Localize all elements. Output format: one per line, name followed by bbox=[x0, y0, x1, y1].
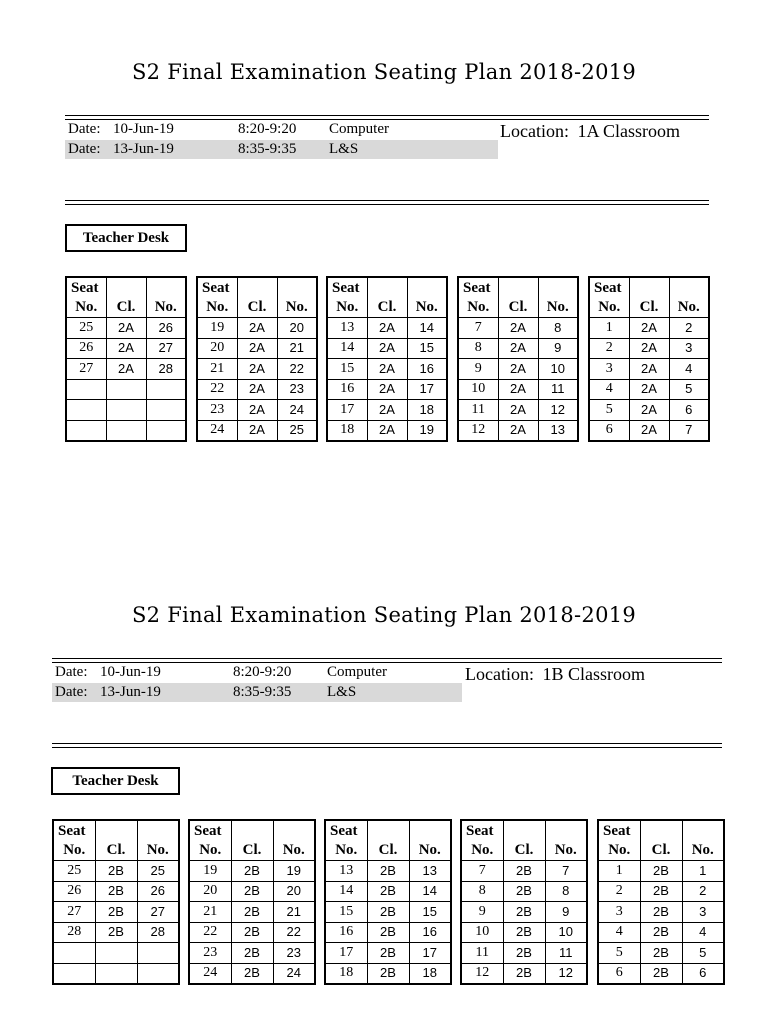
class-code: 2A bbox=[629, 400, 669, 421]
class-code: 2A bbox=[629, 318, 669, 339]
class-code: 2B bbox=[367, 902, 409, 923]
header-seat-no: No. bbox=[589, 298, 629, 318]
header-seat: Seat bbox=[327, 277, 367, 298]
seat-number: 12 bbox=[458, 420, 498, 441]
seat-number: 4 bbox=[589, 379, 629, 400]
seat-number: 21 bbox=[189, 902, 231, 923]
header-seat-no: No. bbox=[189, 841, 231, 861]
class-code: 2B bbox=[231, 963, 273, 984]
student-number: 13 bbox=[409, 861, 451, 882]
location-label: Location: bbox=[500, 121, 569, 141]
student-number: 15 bbox=[409, 902, 451, 923]
exam-subject: Computer bbox=[329, 121, 389, 137]
exam-time: 8:35-9:35 bbox=[238, 141, 297, 157]
header-seat: Seat bbox=[598, 820, 640, 841]
class-code: 2A bbox=[237, 400, 277, 421]
seat-number: 13 bbox=[325, 861, 367, 882]
student-number: 12 bbox=[545, 963, 587, 984]
location-value: 1A Classroom bbox=[577, 121, 680, 141]
class-code: 2B bbox=[95, 861, 137, 882]
header-seat-no: No. bbox=[66, 298, 106, 318]
student-number: 27 bbox=[146, 338, 186, 359]
seat-number: 3 bbox=[598, 902, 640, 923]
seat-number: 22 bbox=[197, 379, 237, 400]
class-code: 2A bbox=[106, 359, 146, 380]
plan-title: S2 Final Examination Seating Plan 2018-2019 bbox=[131, 603, 637, 627]
teacher-desk: Teacher Desk bbox=[65, 224, 187, 252]
student-number: 18 bbox=[409, 963, 451, 984]
class-code: 2B bbox=[231, 902, 273, 923]
class-code: 2B bbox=[503, 881, 545, 902]
header-seat-no: No. bbox=[325, 841, 367, 861]
seat-number: 6 bbox=[589, 420, 629, 441]
seat-number: 15 bbox=[325, 902, 367, 923]
location-value: 1B Classroom bbox=[542, 664, 645, 684]
header-number: No. bbox=[277, 298, 317, 318]
student-number: 5 bbox=[682, 943, 724, 964]
bottom-divider bbox=[52, 743, 722, 748]
seat-number: 26 bbox=[53, 881, 95, 902]
table-row bbox=[189, 963, 315, 984]
student-number: 16 bbox=[409, 922, 451, 943]
header-number: No. bbox=[409, 841, 451, 861]
exam-date: 13-Jun-19 bbox=[100, 684, 161, 700]
student-number: 24 bbox=[273, 963, 315, 984]
exam-date: 10-Jun-19 bbox=[113, 121, 174, 137]
seat-number: 13 bbox=[327, 318, 367, 339]
exam-time: 8:20-9:20 bbox=[238, 121, 297, 137]
seat-number: 8 bbox=[461, 881, 503, 902]
header-seat: Seat bbox=[197, 277, 237, 298]
class-code: 2B bbox=[640, 922, 682, 943]
class-code bbox=[95, 963, 137, 984]
table-row bbox=[461, 861, 587, 882]
header-class: Cl. bbox=[95, 841, 137, 861]
class-code: 2A bbox=[367, 338, 407, 359]
header-seat: Seat bbox=[189, 820, 231, 841]
seat-number: 7 bbox=[458, 318, 498, 339]
class-code: 2A bbox=[498, 400, 538, 421]
class-code: 2A bbox=[367, 400, 407, 421]
table-row bbox=[189, 922, 315, 943]
seat-number: 20 bbox=[197, 338, 237, 359]
student-number: 8 bbox=[538, 318, 578, 339]
location-label: Location: bbox=[465, 664, 534, 684]
class-code: 2B bbox=[503, 963, 545, 984]
seat-number: 1 bbox=[589, 318, 629, 339]
header-class: Cl. bbox=[237, 298, 277, 318]
seat-number: 7 bbox=[461, 861, 503, 882]
seat-number: 16 bbox=[325, 922, 367, 943]
seat-number bbox=[53, 943, 95, 964]
seat-number: 23 bbox=[197, 400, 237, 421]
header-number: No. bbox=[538, 298, 578, 318]
student-number: 23 bbox=[273, 943, 315, 964]
table-row bbox=[325, 922, 451, 943]
student-number: 18 bbox=[407, 400, 447, 421]
student-number: 9 bbox=[538, 338, 578, 359]
table-row bbox=[325, 881, 451, 902]
seat-number: 12 bbox=[461, 963, 503, 984]
class-code: 2A bbox=[498, 359, 538, 380]
student-number: 6 bbox=[682, 963, 724, 984]
header-seat: Seat bbox=[461, 820, 503, 841]
header-class: Cl. bbox=[640, 841, 682, 861]
seat-number: 22 bbox=[189, 922, 231, 943]
schedule-row-2 bbox=[52, 683, 462, 702]
student-number: 28 bbox=[137, 922, 179, 943]
header-number: No. bbox=[669, 298, 709, 318]
student-number: 3 bbox=[669, 338, 709, 359]
header-number: No. bbox=[682, 841, 724, 861]
table-row bbox=[461, 943, 587, 964]
header-number: No. bbox=[545, 841, 587, 861]
class-code: 2B bbox=[231, 943, 273, 964]
date-label: Date: bbox=[68, 121, 101, 137]
student-number: 16 bbox=[407, 359, 447, 380]
student-number: 14 bbox=[407, 318, 447, 339]
table-row bbox=[189, 902, 315, 923]
class-code: 2A bbox=[629, 420, 669, 441]
student-number: 6 bbox=[669, 400, 709, 421]
seat-number: 19 bbox=[189, 861, 231, 882]
seat-number: 14 bbox=[325, 881, 367, 902]
table-row bbox=[189, 861, 315, 882]
student-number: 24 bbox=[277, 400, 317, 421]
seat-number: 26 bbox=[66, 338, 106, 359]
class-code: 2A bbox=[237, 359, 277, 380]
table-row bbox=[53, 922, 179, 943]
seat-number: 28 bbox=[53, 922, 95, 943]
seat-number bbox=[53, 963, 95, 984]
student-number: 12 bbox=[538, 400, 578, 421]
table-row bbox=[53, 902, 179, 923]
table-row bbox=[53, 881, 179, 902]
table-row bbox=[461, 963, 587, 984]
student-number: 14 bbox=[409, 881, 451, 902]
table-row bbox=[325, 943, 451, 964]
header-seat-no: No. bbox=[327, 298, 367, 318]
seat-number: 24 bbox=[189, 963, 231, 984]
seat-number: 2 bbox=[589, 338, 629, 359]
student-number: 17 bbox=[407, 379, 447, 400]
class-code: 2A bbox=[629, 338, 669, 359]
exam-time: 8:20-9:20 bbox=[233, 664, 292, 680]
class-code: 2B bbox=[367, 861, 409, 882]
class-code: 2B bbox=[367, 922, 409, 943]
class-code: 2A bbox=[237, 338, 277, 359]
header-number: No. bbox=[137, 841, 179, 861]
student-number: 1 bbox=[682, 861, 724, 882]
table-row bbox=[325, 902, 451, 923]
class-code: 2A bbox=[106, 318, 146, 339]
table-row bbox=[189, 943, 315, 964]
student-number: 8 bbox=[545, 881, 587, 902]
table-row bbox=[598, 861, 724, 882]
class-code: 2B bbox=[95, 902, 137, 923]
seat-number: 18 bbox=[327, 420, 367, 441]
student-number: 10 bbox=[538, 359, 578, 380]
class-code: 2B bbox=[367, 881, 409, 902]
schedule-row-1 bbox=[52, 663, 462, 682]
student-number: 25 bbox=[137, 861, 179, 882]
student-number: 20 bbox=[277, 318, 317, 339]
seat-number: 3 bbox=[589, 359, 629, 380]
student-number: 9 bbox=[545, 902, 587, 923]
header-seat: Seat bbox=[458, 277, 498, 298]
header-class: Cl. bbox=[367, 298, 407, 318]
student-number: 7 bbox=[545, 861, 587, 882]
class-code: 2B bbox=[231, 861, 273, 882]
teacher-desk: Teacher Desk bbox=[51, 767, 180, 795]
class-code: 2A bbox=[106, 338, 146, 359]
seat-table-3 bbox=[324, 819, 452, 985]
class-code: 2B bbox=[640, 963, 682, 984]
student-number: 17 bbox=[409, 943, 451, 964]
seat-number: 2 bbox=[598, 881, 640, 902]
class-code: 2A bbox=[237, 379, 277, 400]
student-number: 28 bbox=[146, 359, 186, 380]
table-row bbox=[53, 943, 179, 964]
student-number: 22 bbox=[277, 359, 317, 380]
exam-time: 8:35-9:35 bbox=[233, 684, 292, 700]
seat-number: 6 bbox=[598, 963, 640, 984]
table-row bbox=[325, 861, 451, 882]
seat-number: 27 bbox=[53, 902, 95, 923]
header-seat-no: No. bbox=[53, 841, 95, 861]
exam-subject: Computer bbox=[327, 664, 387, 680]
seat-table-5 bbox=[597, 819, 725, 985]
class-code: 2B bbox=[367, 963, 409, 984]
header-number: No. bbox=[407, 298, 447, 318]
table-row bbox=[598, 881, 724, 902]
student-number: 2 bbox=[669, 318, 709, 339]
header-seat: Seat bbox=[66, 277, 106, 298]
student-number: 2 bbox=[682, 881, 724, 902]
student-number: 15 bbox=[407, 338, 447, 359]
seat-number: 19 bbox=[197, 318, 237, 339]
student-number: 19 bbox=[407, 420, 447, 441]
header-seat: Seat bbox=[325, 820, 367, 841]
seat-number: 4 bbox=[598, 922, 640, 943]
header-class: Cl. bbox=[629, 298, 669, 318]
table-row bbox=[598, 943, 724, 964]
seat-number: 9 bbox=[458, 359, 498, 380]
seat-number: 10 bbox=[458, 379, 498, 400]
seat-table-2 bbox=[188, 819, 316, 985]
header-class: Cl. bbox=[367, 841, 409, 861]
student-number: 13 bbox=[538, 420, 578, 441]
class-code: 2B bbox=[503, 943, 545, 964]
date-label: Date: bbox=[55, 664, 88, 680]
header-seat-no: No. bbox=[461, 841, 503, 861]
student-number: 19 bbox=[273, 861, 315, 882]
table-row bbox=[598, 902, 724, 923]
header-number: No. bbox=[146, 298, 186, 318]
header-seat-no: No. bbox=[197, 298, 237, 318]
seat-number: 14 bbox=[327, 338, 367, 359]
class-code: 2B bbox=[503, 922, 545, 943]
student-number: 22 bbox=[273, 922, 315, 943]
exam-date: 13-Jun-19 bbox=[113, 141, 174, 157]
student-number: 7 bbox=[669, 420, 709, 441]
class-code: 2A bbox=[367, 318, 407, 339]
plan-title: S2 Final Examination Seating Plan 2018-2019 bbox=[131, 60, 637, 84]
class-code: 2A bbox=[498, 379, 538, 400]
seat-number: 18 bbox=[325, 963, 367, 984]
seat-number: 17 bbox=[325, 943, 367, 964]
seat-number: 25 bbox=[66, 318, 106, 339]
class-code: 2A bbox=[498, 420, 538, 441]
header-seat-no: No. bbox=[458, 298, 498, 318]
class-code: 2B bbox=[503, 902, 545, 923]
class-code: 2B bbox=[640, 902, 682, 923]
table-row bbox=[461, 902, 587, 923]
header-seat: Seat bbox=[589, 277, 629, 298]
header-class: Cl. bbox=[231, 841, 273, 861]
seat-number: 9 bbox=[461, 902, 503, 923]
student-number bbox=[137, 943, 179, 964]
table-row bbox=[461, 881, 587, 902]
student-number: 5 bbox=[669, 379, 709, 400]
class-code bbox=[95, 943, 137, 964]
seat-table-4 bbox=[460, 819, 588, 985]
class-code: 2A bbox=[498, 338, 538, 359]
table-row bbox=[325, 963, 451, 984]
class-code: 2A bbox=[629, 359, 669, 380]
seat-number: 25 bbox=[53, 861, 95, 882]
seat-number: 17 bbox=[327, 400, 367, 421]
seat-number: 16 bbox=[327, 379, 367, 400]
table-row bbox=[461, 922, 587, 943]
seat-number: 15 bbox=[327, 359, 367, 380]
class-code: 2A bbox=[367, 420, 407, 441]
class-code: 2A bbox=[237, 318, 277, 339]
seat-number: 11 bbox=[458, 400, 498, 421]
class-code: 2A bbox=[367, 379, 407, 400]
header-class: Cl. bbox=[503, 841, 545, 861]
class-code: 2B bbox=[503, 861, 545, 882]
table-row bbox=[189, 881, 315, 902]
table-row bbox=[53, 861, 179, 882]
class-code: 2B bbox=[640, 943, 682, 964]
class-code: 2B bbox=[95, 922, 137, 943]
header-number: No. bbox=[273, 841, 315, 861]
class-code: 2A bbox=[367, 359, 407, 380]
date-label: Date: bbox=[68, 141, 101, 157]
student-number bbox=[137, 963, 179, 984]
student-number: 21 bbox=[273, 902, 315, 923]
student-number: 4 bbox=[682, 922, 724, 943]
student-number: 21 bbox=[277, 338, 317, 359]
seat-number: 5 bbox=[589, 400, 629, 421]
seat-number: 5 bbox=[598, 943, 640, 964]
class-code: 2B bbox=[640, 861, 682, 882]
seat-number: 20 bbox=[189, 881, 231, 902]
student-number: 11 bbox=[545, 943, 587, 964]
class-code: 2B bbox=[231, 881, 273, 902]
seat-number: 27 bbox=[66, 359, 106, 380]
class-code: 2B bbox=[231, 922, 273, 943]
exam-subject: L&S bbox=[329, 141, 359, 157]
header-seat-no: No. bbox=[598, 841, 640, 861]
student-number: 3 bbox=[682, 902, 724, 923]
table-row bbox=[598, 963, 724, 984]
student-number: 4 bbox=[669, 359, 709, 380]
student-number: 27 bbox=[137, 902, 179, 923]
exam-date: 10-Jun-19 bbox=[100, 664, 161, 680]
header-seat: Seat bbox=[53, 820, 95, 841]
student-number: 23 bbox=[277, 379, 317, 400]
class-code: 2A bbox=[629, 379, 669, 400]
date-label: Date: bbox=[55, 684, 88, 700]
student-number: 11 bbox=[538, 379, 578, 400]
location bbox=[465, 663, 645, 685]
class-code: 2A bbox=[237, 420, 277, 441]
class-code: 2B bbox=[367, 943, 409, 964]
student-number: 20 bbox=[273, 881, 315, 902]
student-number: 10 bbox=[545, 922, 587, 943]
seat-number: 23 bbox=[189, 943, 231, 964]
class-code: 2A bbox=[498, 318, 538, 339]
seat-table-1 bbox=[52, 819, 180, 985]
seat-number: 1 bbox=[598, 861, 640, 882]
header-class: Cl. bbox=[106, 298, 146, 318]
seat-number: 10 bbox=[461, 922, 503, 943]
seat-number: 24 bbox=[197, 420, 237, 441]
student-number: 26 bbox=[137, 881, 179, 902]
seat-number: 21 bbox=[197, 359, 237, 380]
class-code: 2B bbox=[95, 881, 137, 902]
exam-subject: L&S bbox=[327, 684, 357, 700]
header-class: Cl. bbox=[498, 298, 538, 318]
table-row bbox=[53, 963, 179, 984]
seat-number: 11 bbox=[461, 943, 503, 964]
class-code: 2B bbox=[640, 881, 682, 902]
student-number: 25 bbox=[277, 420, 317, 441]
student-number: 26 bbox=[146, 318, 186, 339]
seat-number: 8 bbox=[458, 338, 498, 359]
table-row bbox=[598, 922, 724, 943]
